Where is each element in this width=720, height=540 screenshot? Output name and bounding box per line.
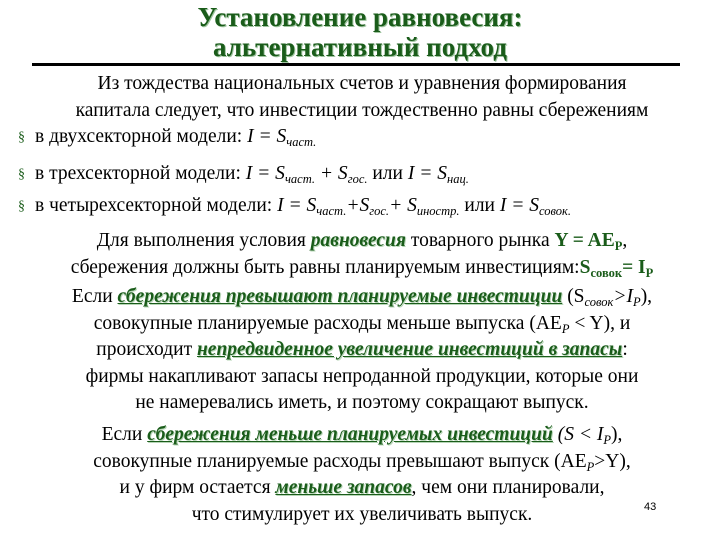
case2-line-2: совокупные планируемые расходы превышают выпуск $(AE_P>Y)$,	[93, 450, 631, 474]
bullet-two-sector: § в двухсекторной модели: $I = S_{част.}$	[18, 126, 317, 149]
formula-y-aep: $Y = AE_P$	[554, 230, 623, 253]
formula-s-ip: $S_{совок}= I_P$	[579, 256, 654, 280]
case2-line-4: что стимулирует их увеличивать выпуск.	[191, 503, 533, 525]
case1-line-1: Если сбережения превышают планируемые инвестиции $(S_{совок}>I_P)$,	[71, 286, 653, 309]
bullet-marker: §	[18, 199, 25, 214]
case1-line-5: не намеревались иметь, и поэтому сокращают выпуск.	[135, 392, 589, 413]
highlight-less-inventory: меньше запасов	[275, 477, 412, 498]
bullet-four-sector: § в четырехсекторной модели: $I = S_{част.}+S_{гос.}+ S_{иностр.}$ или $I = S_{совок.}$	[18, 195, 572, 218]
intro-line-2: капитала следует, что инвестиции тождественно равны сбережениям	[75, 99, 649, 121]
case1-line-2: совокупные планируемые расходы меньше выпуска $(AE_P < Y)$, и	[93, 312, 631, 336]
case1-line-4: фирмы накапливают запасы непроданной продукции, которые они	[85, 365, 639, 387]
bullet-marker: §	[18, 130, 25, 145]
slide-title-line-1: Установление равновесия:	[197, 2, 523, 32]
slide-title-line-2: альтернативный подход	[213, 32, 507, 62]
case2-line-3: и у фирм остается меньше запасов, чем они планировали,	[119, 477, 605, 498]
highlight-equilibrium: равновесия	[310, 230, 406, 251]
highlight-savings-exceed: сбережения превышают планируемые инвестиции	[117, 286, 563, 307]
highlight-inventory-increase: непредвиденное увеличение инвестиций в запасы	[196, 339, 623, 360]
title-underline	[32, 63, 680, 66]
bullet-three-sector: § в трехсекторной модели: $I = S_{част.} + S_{гос.}$ или $I = S_{нац.}$	[18, 163, 469, 186]
highlight-savings-less: сбережения меньше планируемых инвестиций	[147, 424, 553, 445]
case2-line-1: Если сбережения меньше планируемых инвестиций $(S < I_P)$,	[101, 424, 623, 447]
page-number: 43	[644, 501, 657, 513]
bullet-marker: §	[18, 167, 25, 182]
equilibrium-line-2: сбережения должны быть равны планируемым $инвестициям:S_{совок}= I_P$	[70, 256, 654, 280]
equilibrium-line-1: Для выполнения условия равновесия товарного рынка $Y = AE_P$,	[96, 230, 628, 253]
intro-line-1: Из тождества национальных счетов и уравнения формирования	[97, 73, 627, 94]
case1-line-3: происходит непредвиденное увеличение инвестиций в запасы:	[96, 339, 628, 360]
